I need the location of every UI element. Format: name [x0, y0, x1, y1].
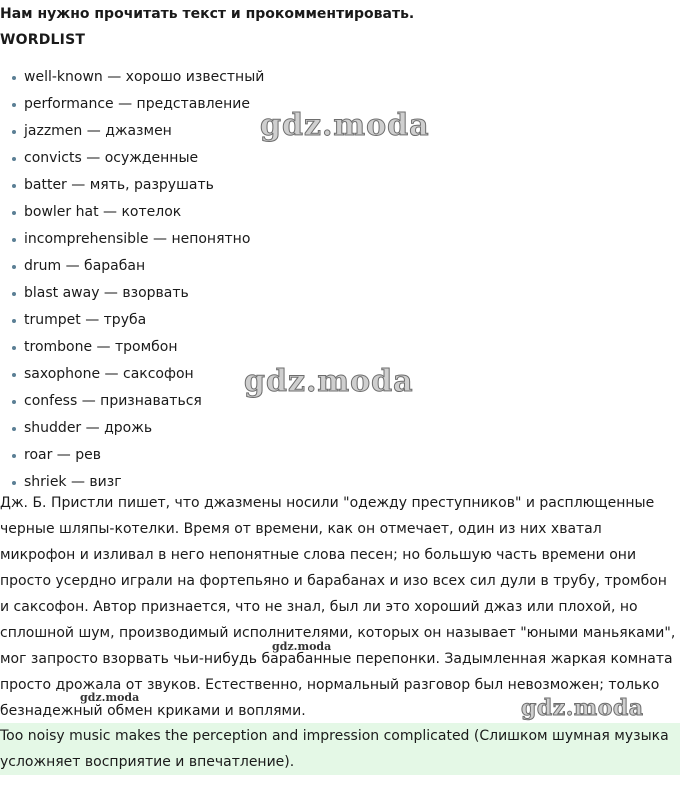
wordlist-item	[0, 91, 264, 118]
wordlist-item	[0, 226, 264, 253]
wordlist-item	[0, 118, 264, 145]
bullet-icon	[12, 373, 16, 377]
answer-text: Too noisy music makes the perception and impression complicated (Слишком шумная музыка усложняет восприятие и впечатление).	[0, 728, 669, 770]
wordlist-item-text: performance — представление	[24, 96, 251, 112]
wordlist-item-text: confess — признаваться	[24, 393, 202, 409]
answer-box	[0, 723, 680, 775]
wordlist-item	[0, 307, 264, 334]
wordlist-item-text: jazzmen — джазмен	[24, 123, 172, 139]
bullet-icon	[12, 76, 16, 80]
wordlist-item	[0, 253, 264, 280]
wordlist-item-text: well-known — хорошо известный	[24, 69, 265, 85]
bullet-icon	[12, 454, 16, 458]
watermark-logo: gdz.moda	[244, 364, 414, 399]
wordlist-item-text: trumpet — труба	[24, 312, 147, 328]
bullet-icon	[12, 319, 16, 323]
bullet-icon	[12, 292, 16, 296]
wordlist-item-text: roar — рев	[24, 447, 101, 463]
wordlist-item	[0, 361, 264, 388]
wordlist-item-text: trombone — тромбон	[24, 339, 178, 355]
wordlist-item	[0, 334, 264, 361]
summary-paragraph: Дж. Б. Пристли пишет, что джазмены носили "одежду преступников" и расплющенные черные шляпы-котелки. Время от времени, как он отмечает, один из них хватал микрофон и изливал в него непонятные слова песен; но большую часть времени они просто усердно играли на фортепьяно и барабанах и изо всех сил дули в трубу, тромбон и саксофон. Автор признается, что не знал, был ли это хороший джаз или плохой, но сплошной шум, производимый исполнителями, которых он называет "юными маньяками", мог запросто взорвать чьи-нибудь барабанные перепонки. Задымленная жаркая комната просто дрожала от звуков. Естественно, нормальный разговор был невозможен; только безнадежный обмен криками и воплями.	[0, 495, 676, 719]
bullet-icon	[12, 157, 16, 161]
wordlist-item	[0, 280, 264, 307]
bullet-icon	[12, 265, 16, 269]
wordlist-item-text: bowler hat — котелок	[24, 204, 182, 220]
wordlist-item-text: shriek — визг	[24, 474, 122, 490]
bullet-icon	[12, 184, 16, 188]
bullet-icon	[12, 130, 16, 134]
wordlist-item-text: saxophone — саксофон	[24, 366, 194, 382]
wordlist-item	[0, 442, 264, 469]
bullet-icon	[12, 103, 16, 107]
watermark-logo: gdz.moda	[260, 108, 430, 143]
wordlist-item-text: shudder — дрожь	[24, 420, 153, 436]
task-title: Нам нужно прочитать текст и прокомментировать.	[0, 6, 415, 22]
wordlist-item	[0, 145, 264, 172]
wordlist	[0, 64, 264, 496]
wordlist-item	[0, 388, 264, 415]
bullet-icon	[12, 400, 16, 404]
wordlist-item-text: incomprehensible — непонятно	[24, 231, 251, 247]
watermark-logo-small: gdz.moda	[272, 640, 332, 653]
wordlist-heading: WORDLIST	[0, 32, 86, 48]
wordlist-item-text: convicts — осужденные	[24, 150, 199, 166]
wordlist-item	[0, 415, 264, 442]
watermark-logo-small: gdz.moda	[80, 691, 140, 704]
bullet-icon	[12, 211, 16, 215]
wordlist-item-text: drum — барабан	[24, 258, 146, 274]
bullet-icon	[12, 238, 16, 242]
wordlist-item-text: batter — мять, разрушать	[24, 177, 214, 193]
wordlist-item	[0, 172, 264, 199]
bullet-icon	[12, 481, 16, 485]
bullet-icon	[12, 427, 16, 431]
watermark-logo: gdz.moda	[521, 695, 644, 721]
wordlist-item	[0, 64, 264, 91]
bullet-icon	[12, 346, 16, 350]
wordlist-item-text: blast away — взорвать	[24, 285, 189, 301]
wordlist-item	[0, 199, 264, 226]
